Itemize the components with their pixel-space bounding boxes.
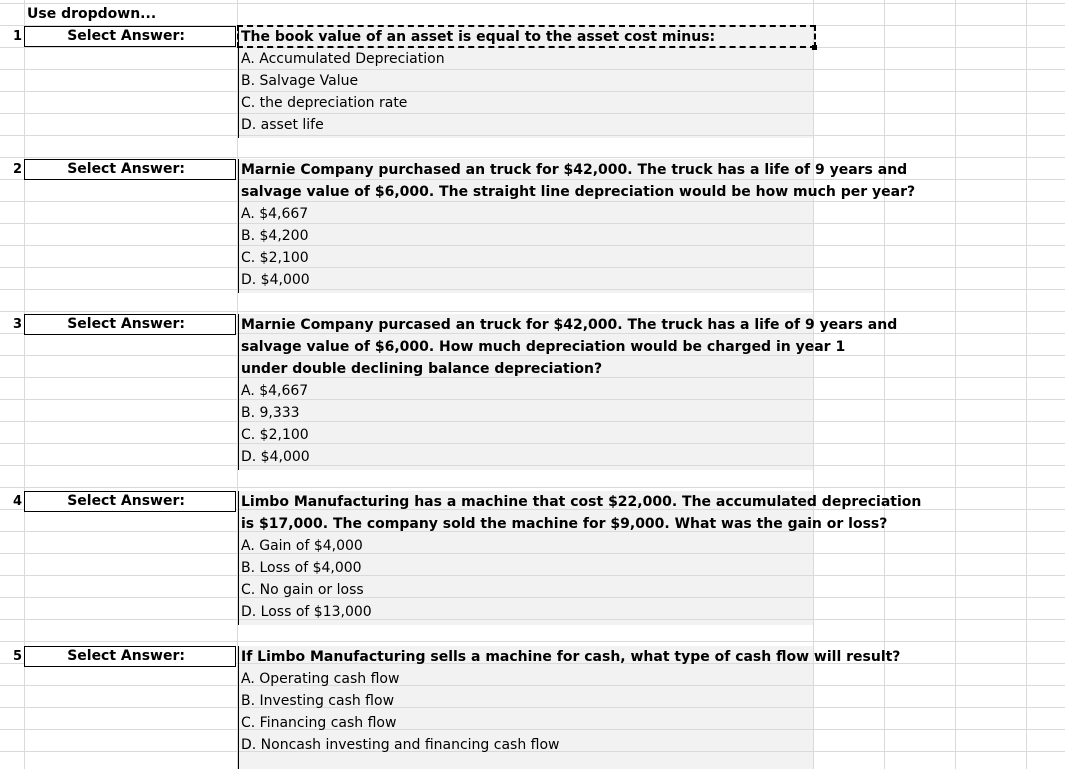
option-b[interactable]: B. $4,200: [241, 228, 309, 244]
select-answer-label: Select Answer:: [67, 493, 185, 509]
option-b[interactable]: B. Investing cash flow: [241, 693, 395, 709]
select-answer-label: Select Answer:: [67, 161, 185, 177]
question-text[interactable]: under double declining balance depreciation?: [241, 361, 603, 377]
question-number: 1: [12, 29, 22, 44]
option-a[interactable]: A. Gain of $4,000: [241, 538, 363, 554]
option-b[interactable]: B. 9,333: [241, 405, 300, 421]
option-d[interactable]: D. asset life: [241, 117, 324, 133]
row-gridline: [0, 157, 1065, 158]
instruction-text: Use dropdown...: [27, 6, 157, 22]
answer-dropdown-3[interactable]: [24, 314, 236, 335]
option-c[interactable]: C. the depreciation rate: [241, 95, 408, 111]
fill-handle[interactable]: [812, 45, 817, 50]
answer-dropdown-2[interactable]: [24, 159, 236, 180]
option-c[interactable]: C. Financing cash flow: [241, 715, 397, 731]
option-d[interactable]: D. Loss of $13,000: [241, 604, 372, 620]
option-d[interactable]: D. $4,000: [241, 272, 310, 288]
question-text[interactable]: salvage value of $6,000. How much depreciation would be charged in year 1: [241, 339, 846, 355]
select-answer-label: Select Answer:: [67, 28, 185, 44]
answer-dropdown-4[interactable]: [24, 491, 236, 512]
option-c[interactable]: C. No gain or loss: [241, 582, 364, 598]
question-text[interactable]: Limbo Manufacturing has a machine that cost $22,000. The accumulated depreciation: [241, 494, 922, 510]
question-number: 2: [12, 162, 22, 177]
question-number: 3: [12, 317, 22, 332]
question-number: 4: [12, 494, 22, 509]
row-gridline: [0, 641, 1065, 642]
option-b[interactable]: B. Salvage Value: [241, 73, 359, 89]
option-b[interactable]: B. Loss of $4,000: [241, 560, 362, 576]
column-gridline: [955, 0, 956, 769]
select-answer-label: Select Answer:: [67, 316, 185, 332]
question-text[interactable]: Marnie Company purchased an truck for $42,000. The truck has a life of 9 years and: [241, 162, 908, 178]
answer-dropdown-5[interactable]: [24, 646, 236, 667]
column-gridline: [1026, 0, 1027, 769]
option-d[interactable]: D. Noncash investing and financing cash flow: [241, 737, 560, 753]
option-d[interactable]: D. $4,000: [241, 449, 310, 465]
row-gridline: [0, 311, 1065, 312]
row-gridline: [0, 3, 1065, 4]
option-a[interactable]: A. $4,667: [241, 206, 309, 222]
question-number: 5: [12, 649, 22, 664]
question-text[interactable]: If Limbo Manufacturing sells a machine for cash, what type of cash flow will result?: [241, 649, 901, 665]
question-text[interactable]: is $17,000. The company sold the machine for $9,000. What was the gain or loss?: [241, 516, 888, 532]
row-gridline: [0, 487, 1065, 488]
question-text[interactable]: Marnie Company purcased an truck for $42,000. The truck has a life of 9 years and: [241, 317, 898, 333]
option-c[interactable]: C. $2,100: [241, 427, 309, 443]
option-a[interactable]: A. Operating cash flow: [241, 671, 400, 687]
question-text[interactable]: salvage value of $6,000. The straight line depreciation would be how much per year?: [241, 184, 916, 200]
option-a[interactable]: A. Accumulated Depreciation: [241, 51, 445, 67]
select-answer-label: Select Answer:: [67, 648, 185, 664]
option-a[interactable]: A. $4,667: [241, 383, 309, 399]
option-c[interactable]: C. $2,100: [241, 250, 309, 266]
question-text[interactable]: The book value of an asset is equal to the asset cost minus:: [241, 29, 716, 45]
answer-dropdown-1[interactable]: [24, 26, 236, 47]
